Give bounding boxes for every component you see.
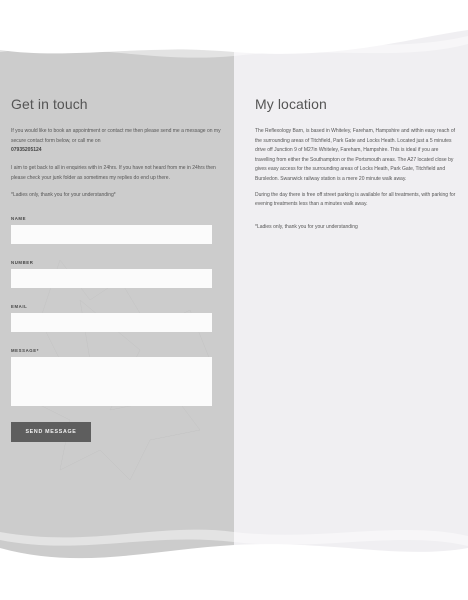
location-paragraph-1: The Reflexology Barn, is based in Whiteley, Fareham, Hampshire and within easy reach of the surrounding areas of Titchfield, Park Gate and Locks Heath. Located just a 5 minutes drive off Junction 9 of M27​in Whiteley, Fareham, Hampshire. This is ideal if you are travelling from either the Southampton or the Portsmouth areas. The A27 located close by gives easy access for the surrounding areas of Locks Heath, Park Gate, Titchfield and Bursledon. Swanwick railway station is a mere 20 minute walk away. — [255, 128, 456, 182]
contact-intro: If you would like to book an appointment or contact me then please send me a message on my secure contact form below, or call me on — [11, 128, 221, 144]
name-input[interactable] — [11, 225, 212, 244]
phone-number[interactable]: 07935205124 — [11, 147, 42, 154]
name-label: NAME — [11, 216, 27, 222]
number-label: NUMBER — [11, 260, 34, 266]
send-message-button[interactable]: SEND MESSAGE — [11, 422, 91, 442]
location-paragraph-2: During the day there is free off street parking is available for all treatments, with parking for evening treatments less than a minutes walk away. — [255, 191, 456, 208]
location-note: *Ladies only, thank you for your understanding — [255, 223, 358, 230]
number-input[interactable] — [11, 269, 212, 288]
location-heading: My location — [255, 96, 327, 112]
ladies-only-note: *Ladies only, thank you for your understanding* — [11, 192, 116, 199]
response-info: I aim to get back to all in enquiries with in 24hrs. If you have not heard from me in 24hrs then please check your junk folder as sometimes my replies do end up there. — [11, 165, 216, 181]
email-input[interactable] — [11, 313, 212, 332]
contact-heading: Get in touch — [11, 96, 88, 112]
email-label: EMAIL — [11, 304, 28, 310]
location-panel — [234, 0, 468, 600]
message-textarea[interactable] — [11, 357, 212, 406]
message-label: MESSAGE* — [11, 348, 39, 354]
